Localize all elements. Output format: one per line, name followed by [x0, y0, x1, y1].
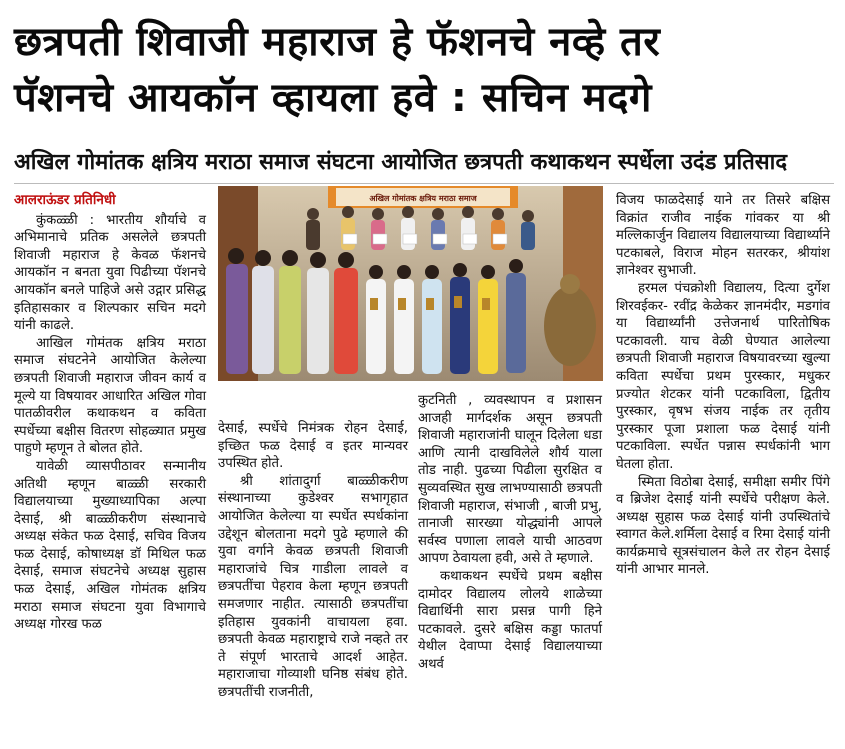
article-column-2: [218, 420, 408, 702]
event-photo: [218, 186, 603, 381]
article-column-3: [418, 392, 602, 674]
paragraph: कथाकथन स्पर्धेचे प्रथम बक्षीस दामोदर विद्यालय लोलये शाळेच्या विद्यार्थिनी सारा प्रसन्न पागी हिने पटकावले. दुसरे बक्षिस कड्डा फातर्पा येथील देवाप्पा देसाई विद्यालयाच्या अथर्व: [418, 568, 602, 672]
paragraph: हरमल पंचक्रोशी विद्यालय, दित्या दुर्गेश शिरवईकर- रवींद्र केळेकर ज्ञानमंदीर, मडगांव या विद्यार्थ्यांनी उत्तेजनार्थ पारितोषिक पटकावली. याच वेळी घेण्यात आलेल्या छत्रपती शिवाजी महाराज विषयावरच्या खुल्या कविता स्पर्धेचा प्रथम पुरस्कार, मधुकर प्रज्योत शेटकर यांनी पटकाविला, द्वितीय पुरस्कार, वृषभ संजय नाईक तर तृतीय पुरस्कार पूजा प्रशाला फळ देसाई यांनी पटकाविला. स्पर्धेत पन्नास स्पर्धकांनी भाग घेतला होता.: [616, 280, 830, 472]
byline: आलराऊंडर प्रतिनिधी: [14, 192, 116, 208]
paragraph: देसाई, स्पर्धेचे निमंत्रक रोहन देसाई, इच्छित फळ देसाई व इतर मान्यवर उपस्थित होते.: [218, 421, 408, 472]
headline-line-2: पॅशनचे आयकॉन व्हायला हवे : सचिन मदगे: [14, 75, 652, 121]
paragraph: कुटनिती , व्यवस्थापन व प्रशासन आजही मार्गदर्शक असून छत्रपती शिवाजी महाराजांनी घालून दिलेला धडा आणि त्यानी दाखविलेले शौर्य याला तोड नाही. पुढच्या पिढीला सुरक्षित व सुव्यवस्थित सुख लाभण्यासाठी छत्रपती शिवाजी महाराज, संभाजी , बाजी प्रभु, तानाजी सारख्या योद्ध्यांनी आपले सर्वस्व पणाला लावले याची आठवण आपण ठेवायला हवी, असे ते म्हणाले.: [418, 393, 602, 567]
article-column-1: [14, 192, 206, 634]
banner-text: अखिल गोमांतक क्षत्रिय मराठा समाज: [369, 194, 477, 203]
paragraph: विजय फाळदेसाई याने तर तिसरे बक्षिस विक्रांत राजीव नाईक गांवकर या श्री मल्लिकार्जुन विद्यालय विद्यालयाच्या विद्यार्थ्याने पटकाबले, विराज मोहन सतरकर, श्रीयांश ज्ञानेश्वर सुभाजी.: [616, 193, 830, 279]
article-column-4: [616, 192, 830, 579]
paragraph: आखिल गोमंतक क्षत्रिय मराठा समाज संघटनेने आयोजित केलेल्या छत्रपती शिवाजी महाराज जीवन कार्य व मूल्ये या विषयावर आधारित अखिल गोवा पातळीवरील कथाकथन व कविता स्पर्धेच्या बक्षीस वितरण सोहळ्यात प्रमुख पाहुणे म्हणून ते बोलत होते.: [14, 335, 206, 457]
paragraph: स्मिता विठोबा देसाई, समीक्षा समीर पिंगे व ब्रिजेश देसाई यांनी स्पर्धेचे परीक्षण केले. अध्यक्ष सुहास फळ देसाई यांनी उपस्थितांचे स्वागत केले.शर्मिला देसाई व रिमा देसाई यांनी कार्यक्रमाचे सूत्रसंचालन केले तर रोहन देसाई यांनी आभार मानले.: [616, 474, 830, 578]
headline-line-1: छत्रपती शिवाजी महाराज हे फॅशनचे नव्हे तर: [14, 19, 661, 65]
paragraph: कुंकळ्ळी : भारतीय शौर्याचे व अभिमानाचे प्रतिक असलेले छत्रपती शिवाजी महाराज हे केवळ फॅशनचे आयकॉन न बनता युवा पिढीच्या पॅशनचे आयकॉन बनले पाहिजे असे उद्गार प्रसिद्ध इतिहासकार व शिल्पकार सचिन मदगे यांनी काढले.: [14, 212, 206, 334]
subheadline: अखिल गोमांतक क्षत्रिय मराठा समाज संघटना आयोजित छत्रपती कथाकथन स्पर्धेला उदंड प्रतिसाद: [14, 150, 788, 175]
paragraph: यावेळी व्यासपीठावर सन्मानीय अतिथी म्हणून बाळ्ळी सरकारी विद्यालयाच्या मुख्याध्यापिका अल्पा देसाई, श्री बाळ्ळीकरीण संस्थानाचे अध्यक्ष संकेत फळ देसाई, सचिव विजय फळ देसाई, कोषाध्यक्ष डॉ मिथिल फळ देसाई, समाज संघटनेचे अध्यक्ष सुहास फळ देसाई, अखिल गोमंतक क्षत्रिय मराठा समाज संघटना युवा विभागाचे अध्यक्ष गोरख फळ: [14, 458, 206, 633]
divider: [14, 183, 834, 184]
paragraph: श्री शांतादुर्गा बाळ्ळीकरीण संस्थानाच्या कुडेश्वर सभागृहात आयोजित केलेल्या या स्पर्धेत स्पर्धकांना उद्देशून बोलताना मदगे पुढे म्हणाले की युवा वर्गाने केवळ छत्रपती शिवाजी महाराजांचे चित्र गाडीला लावले व छत्रपतींचा पेहराव केला म्हणून छत्रपती समजणार नाहीत. त्यासाठी छत्रपतींचा इतिहास युवकांनी वाचायला हवा. छत्रपती केवळ महाराष्ट्राचे राजे नव्हते तर ते संपूर्ण भारताचे आदर्श आहेत. महाराजाचा गोव्याशी घनिष्ठ संबंध होते. छत्रपतींची राजनीती,: [218, 473, 408, 700]
